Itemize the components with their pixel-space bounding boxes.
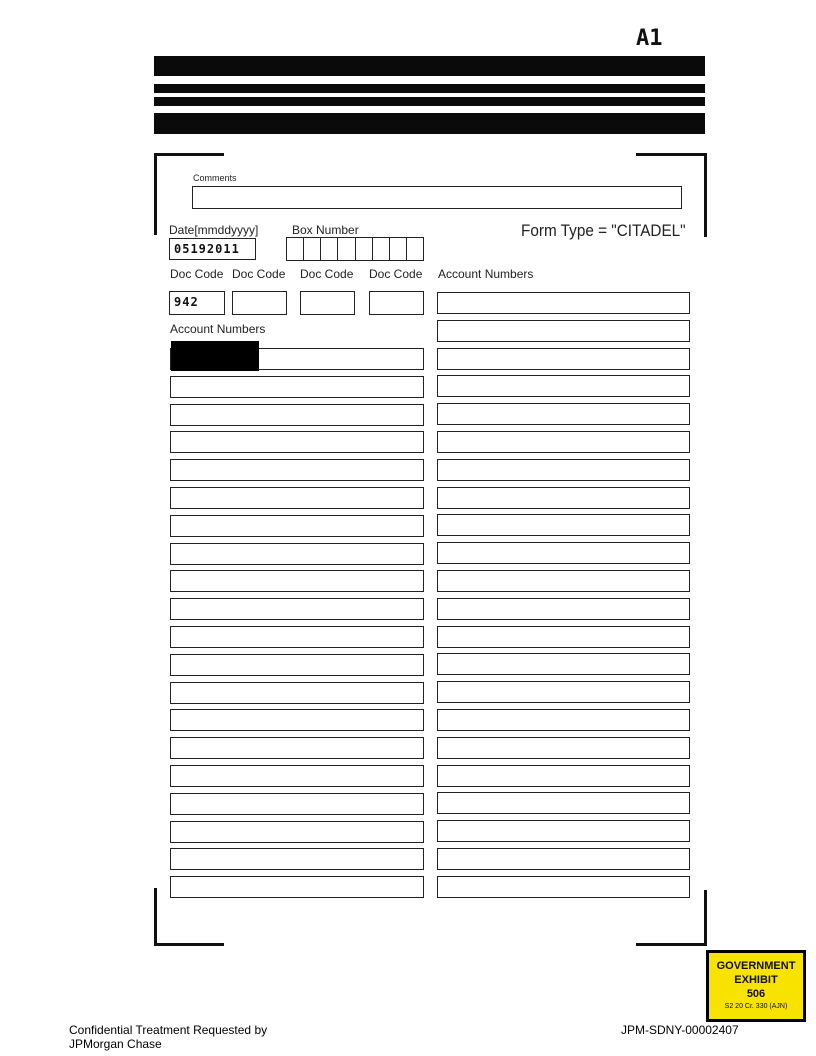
account-number-field-left xyxy=(170,765,424,787)
account-number-field-left xyxy=(170,626,424,648)
account-number-field-right xyxy=(437,514,690,536)
account-number-field-left xyxy=(170,737,424,759)
crop-mark-bottom-right-v xyxy=(704,890,707,946)
doc-code-field-4 xyxy=(369,291,424,315)
account-number-field-right xyxy=(437,598,690,620)
account-number-field-left xyxy=(170,431,424,453)
account-number-field-right xyxy=(437,681,690,703)
doc-code-field-3 xyxy=(300,291,355,315)
account-number-field-left xyxy=(170,682,424,704)
account-numbers-left-label: Account Numbers xyxy=(170,322,266,336)
account-number-field-right xyxy=(437,570,690,592)
account-number-field-right xyxy=(437,459,690,481)
crop-mark-bottom-right-h xyxy=(636,943,707,946)
account-number-field-right xyxy=(437,848,690,870)
government-exhibit-sticker xyxy=(706,950,806,1022)
date-field xyxy=(169,238,256,260)
header-bar-1 xyxy=(154,56,705,76)
account-number-field-right xyxy=(437,320,690,342)
box-number-field xyxy=(286,237,424,261)
account-number-field-right xyxy=(437,765,690,787)
doc-code-label-4: Doc Code xyxy=(369,267,423,281)
account-number-field-right xyxy=(437,431,690,453)
account-number-field-right xyxy=(437,292,690,314)
account-number-field-left xyxy=(170,709,424,731)
account-number-field-right xyxy=(437,626,690,648)
doc-code-field-1 xyxy=(169,291,225,315)
account-number-field-right xyxy=(437,792,690,814)
comments-label: Comments xyxy=(193,173,237,183)
account-number-field-right xyxy=(437,348,690,370)
account-number-field-right xyxy=(437,403,690,425)
crop-mark-bottom-left-h xyxy=(154,943,224,946)
confidential-line-1: Confidential Treatment Requested by xyxy=(69,1023,268,1037)
bates-number: JPM-SDNY-00002407 xyxy=(621,1023,739,1037)
account-number-field-right xyxy=(437,876,690,898)
page-label: A1 xyxy=(636,26,663,51)
doc-code-value-1: 942 xyxy=(174,295,199,309)
crop-mark-top-left-h xyxy=(154,153,224,156)
account-number-field-left xyxy=(170,515,424,537)
doc-code-label-3: Doc Code xyxy=(300,267,354,281)
date-label: Date[mmddyyyy] xyxy=(169,223,259,237)
confidential-line-2: JPMorgan Chase xyxy=(69,1037,162,1051)
account-number-field-left xyxy=(170,459,424,481)
box-number-label: Box Number xyxy=(292,223,359,237)
form-type: Form Type = "CITADEL" xyxy=(521,221,686,240)
redaction-block xyxy=(171,341,259,371)
header-bar-4 xyxy=(154,113,705,134)
account-number-field-left xyxy=(170,793,424,815)
account-number-field-right xyxy=(437,487,690,509)
crop-mark-bottom-left-v xyxy=(154,888,157,946)
account-number-field-right xyxy=(437,820,690,842)
account-number-field-right xyxy=(437,709,690,731)
crop-mark-top-right-v xyxy=(704,153,707,237)
account-number-field-left xyxy=(170,821,424,843)
crop-mark-top-right-h xyxy=(636,153,707,156)
account-number-field-right xyxy=(437,375,690,397)
account-number-field-left xyxy=(170,570,424,592)
account-number-field-left xyxy=(170,598,424,620)
exhibit-line-1: GOVERNMENT xyxy=(716,960,796,972)
header-bar-2 xyxy=(154,84,705,93)
date-value: 05192011 xyxy=(174,242,240,256)
account-number-field-left xyxy=(170,543,424,565)
account-number-field-left xyxy=(170,848,424,870)
doc-code-label-1: Doc Code xyxy=(170,267,224,281)
doc-code-label-2: Doc Code xyxy=(232,267,286,281)
header-bar-3 xyxy=(154,97,705,106)
account-number-field-left xyxy=(170,404,424,426)
doc-code-field-2 xyxy=(232,291,287,315)
account-number-field-left xyxy=(170,376,424,398)
exhibit-line-2: EXHIBIT xyxy=(734,974,778,986)
account-number-field-left xyxy=(170,654,424,676)
comments-field xyxy=(192,186,682,209)
account-numbers-right-label: Account Numbers xyxy=(438,267,534,281)
account-number-field-right xyxy=(437,737,690,759)
account-number-field-right xyxy=(437,542,690,564)
account-number-field-right xyxy=(437,653,690,675)
exhibit-case: S2 20 Cr. 330 (AJN) xyxy=(724,1003,788,1010)
account-number-field-left xyxy=(170,487,424,509)
account-number-field-left xyxy=(170,876,424,898)
exhibit-number: 506 xyxy=(746,988,766,1000)
crop-mark-top-left-v xyxy=(154,153,157,235)
